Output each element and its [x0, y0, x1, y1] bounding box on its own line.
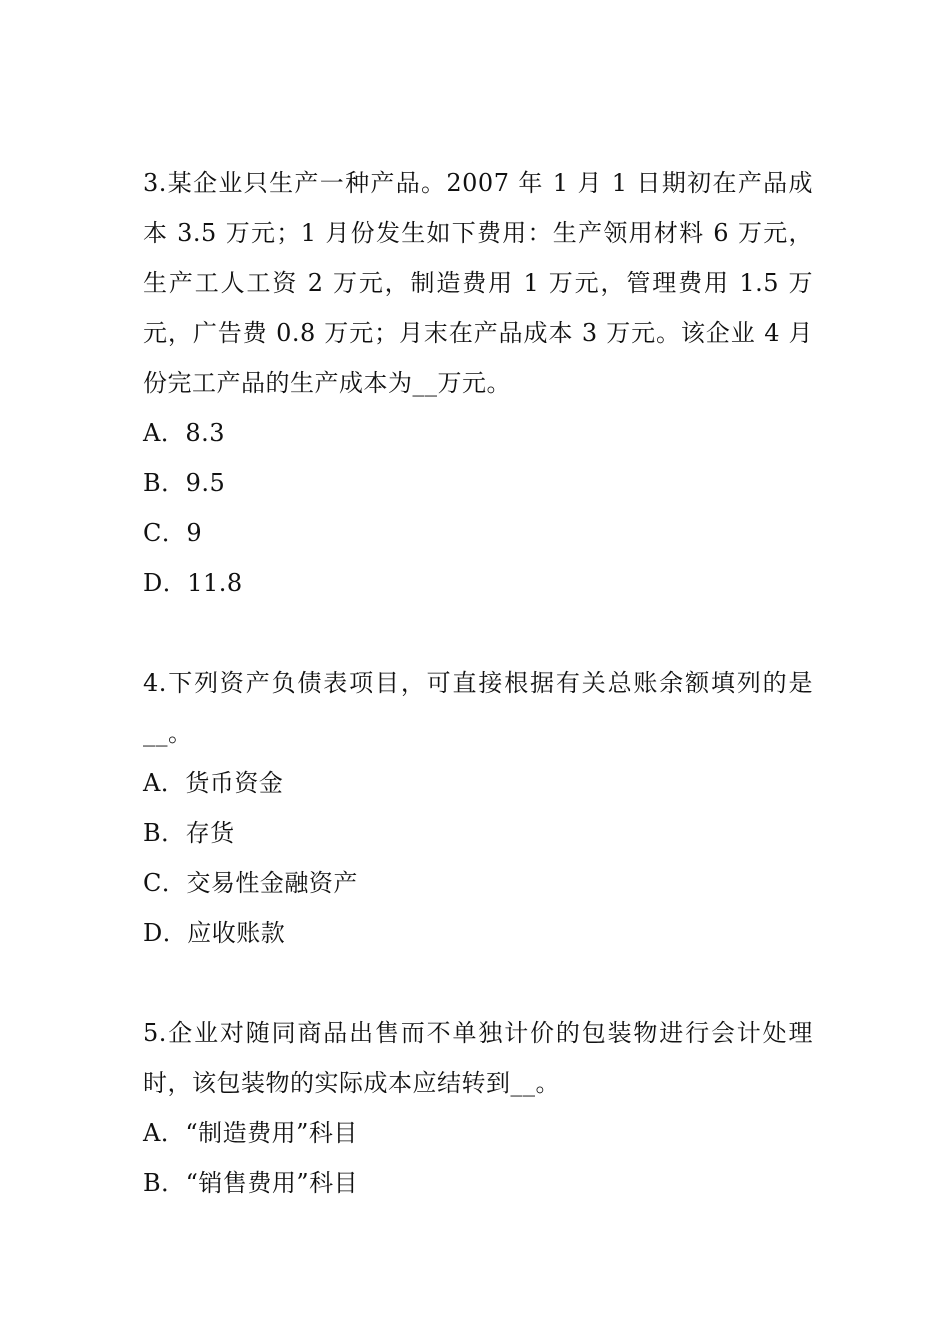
- option-c: C．9: [143, 519, 203, 547]
- option-d: D．11.8: [143, 569, 243, 597]
- option-b: B．存货: [143, 819, 235, 847]
- option-b: B．9.5: [143, 469, 226, 497]
- option-a: A．8.3: [143, 419, 225, 447]
- question-4: [143, 658, 813, 958]
- option-c: C．交易性金融资产: [143, 869, 358, 897]
- question-text: 5.企业对随同商品出售而不单独计价的包装物进行会计处理时，该包装物的实际成本应结转到__。: [143, 1019, 813, 1097]
- question-text: 3.某企业只生产一种产品。2007 年 1 月 1 日期初在产品成本 3.5 万元；1 月份发生如下费用：生产领用材料 6 万元，生产工人工资 2 万元，制造费用 1 万元，管理费用 1.5 万元，广告费 0.8 万元；月末在产品成本 3 万元。该企业 4 月份完工产品的生产成本为__万元。: [143, 169, 813, 397]
- question-text: 4.下列资产负债表项目，可直接根据有关总账余额填列的是__。: [143, 669, 813, 747]
- question-5: [143, 1008, 813, 1208]
- option-b: B．“销售费用”科目: [143, 1169, 359, 1197]
- question-3: [143, 158, 813, 608]
- spacer: [143, 608, 813, 658]
- document-page: [143, 158, 813, 1208]
- spacer: [143, 958, 813, 1008]
- option-a: A．“制造费用”科目: [143, 1119, 358, 1147]
- option-d: D．应收账款: [143, 919, 286, 947]
- option-a: A．货币资金: [143, 769, 284, 797]
